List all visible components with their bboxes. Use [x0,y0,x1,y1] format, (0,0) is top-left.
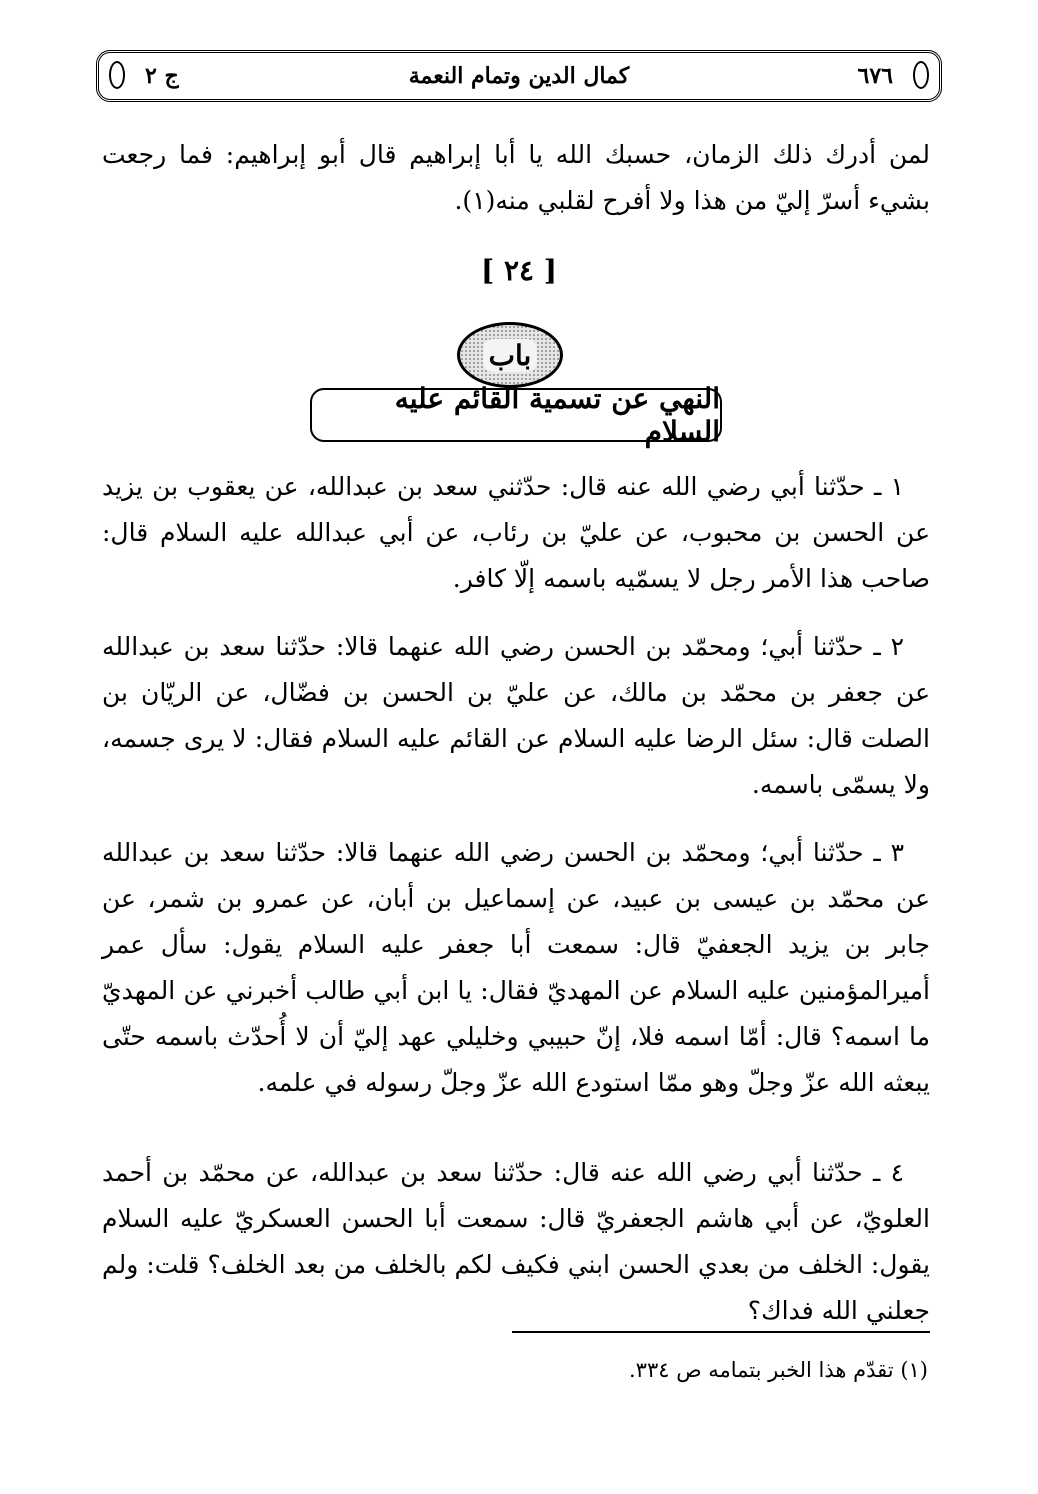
running-header [96,50,942,102]
footnote-divider [512,1331,930,1333]
hadith-3: ٣ ـ حدّثنا أبي؛ ومحمّد بن الحسن رضي الله عنهما قالا: حدّثنا سعد بن عبدالله عن محمّد بن عيسى بن عبيد، عن إسماعيل بن أبان، عن عمرو بن شمر، عن جابر بن يزيد الجعفيّ قال: سمعت أبا جعفر عليه السلام يقول: سأل عمر أميرالمؤمنين عليه السلام عن المهديّ فقال: يا ابن أبي طالب أخبرني عن المهديّ ما اسمه؟ قال: أمّا اسمه فلا، إنّ حبيبي وخليلي عهد إليّ أن لا أُحدّث باسمه حتّى يبعثه الله عزّ وجلّ وهو ممّا استودع الله عزّ وجلّ رسوله في علمه. [102,838,930,1097]
volume-label: ج ٢ [145,63,179,89]
hadith-2: ٢ ـ حدّثنا أبي؛ ومحمّد بن الحسن رضي الله عنهما قالا: حدّثنا سعد بن عبدالله عن جعفر بن محمّد بن مالك، عن عليّ بن الحسن بن فضّال، عن الريّان بن الصلت قال: سئل الرضا عليه السلام عن القائم عليه السلام فقال: لا يرى جسمه، ولا يسمّى باسمه. [102,632,930,799]
chapter-title: النهي عن تسمية القائم عليه السلام [394,382,720,448]
chapter-badge [457,322,563,388]
hadith-1: ١ ـ حدّثنا أبي رضي الله عنه قال: حدّثني سعد بن عبدالله، عن يعقوب بن يزيد عن الحسن بن محبوب، عن عليّ بن رئاب، عن أبي عبدالله عليه السلام قال: صاحب هذا الأمر رجل لا يسمّيه باسمه إلّا كافر. [102,472,930,593]
hadith-4: ٤ ـ حدّثنا أبي رضي الله عنه قال: حدّثنا سعد بن عبدالله، عن محمّد بن أحمد العلويّ، عن أبي هاشم الجعفريّ قال: سمعت أبا الحسن العسكريّ عليه السلام يقول: الخلف من بعدي الحسن ابني فكيف لكم بالخلف من بعد الخلف؟ قلت: ولم جعلني الله فداك؟ [102,1158,930,1325]
intro-paragraph: لمن أدرك ذلك الزمان، حسبك الله يا أبا إبراهيم قال أبو إبراهيم: فما رجعت بشيء أسرّ إليّ من هذا ولا أفرح لقلبي منه(١). [102,140,930,215]
footnote: (١) تقدّم هذا الخبر بتمامه ص ٣٣٤. [628,1358,928,1382]
section-number: [ ٢٤ ] [480,254,558,287]
book-title: كمال الدين وتمام النعمة [408,63,630,89]
page-number: ٦٧٦ [857,63,893,89]
chapter-badge-label: باب [483,339,538,372]
chapter-title-box [310,382,722,448]
